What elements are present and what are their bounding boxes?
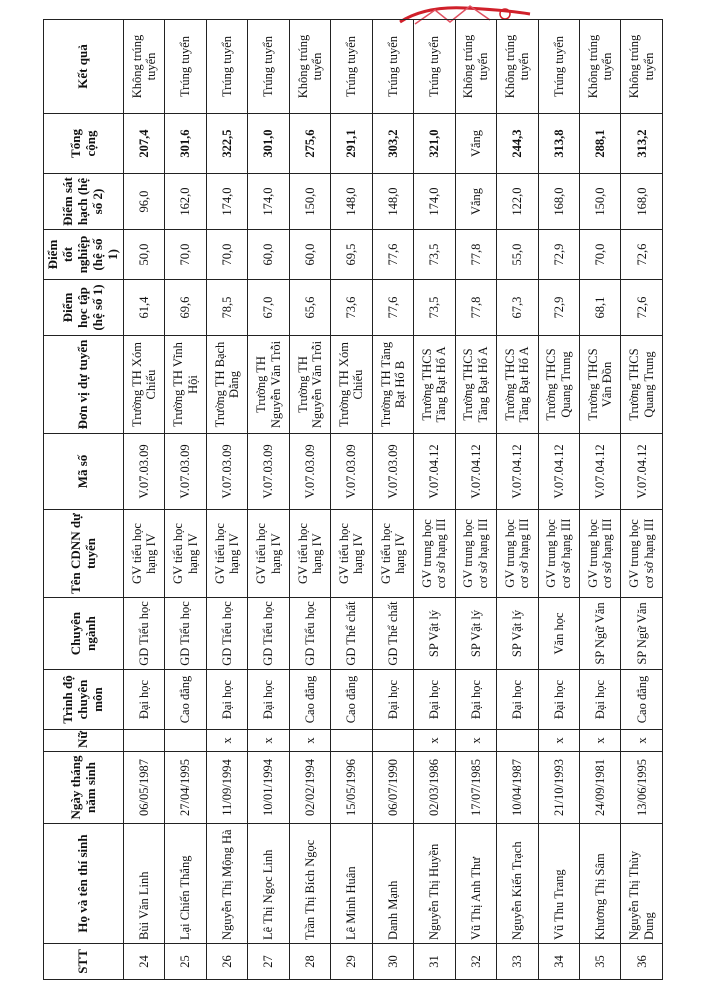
cell-grad: 70,0 (579, 230, 620, 280)
cell-unit: Trường TH Bạch Đằng (206, 336, 247, 434)
cell-study: 72,6 (621, 280, 663, 336)
cell-unit: Trường THCS Tăng Bạt Hổ A (497, 336, 538, 434)
cell-study: 61,4 (124, 280, 165, 336)
cell-code: V.07.03.09 (289, 434, 330, 510)
cell-total: Vắng (455, 114, 496, 174)
cell-exam: 150,0 (289, 174, 330, 230)
cell-study: 68,1 (579, 280, 620, 336)
header-major: Chuyên ngành (44, 598, 124, 670)
cell-total: 301,6 (165, 114, 206, 174)
cell-exam: 174,0 (206, 174, 247, 230)
cell-grad: 72,6 (621, 230, 663, 280)
cell-female: x (621, 730, 663, 752)
header-total: Tổng cộng (44, 114, 124, 174)
cell-position: GV tiểu học hạng IV (372, 510, 413, 598)
cell-name: Nguyễn Kiến Trạch (497, 824, 538, 944)
cell-position: GV tiểu học hạng IV (248, 510, 289, 598)
cell-grad: 50,0 (124, 230, 165, 280)
header-name: Họ và tên thí sinh (44, 824, 124, 944)
cell-result: Không trúng tuyển (124, 20, 165, 114)
cell-code: V.07.03.09 (331, 434, 372, 510)
cell-study: 73,6 (331, 280, 372, 336)
cell-major: SP Vật lý (414, 598, 455, 670)
cell-grad: 55,0 (497, 230, 538, 280)
cell-grad: 77,6 (372, 230, 413, 280)
cell-level: Đại học (372, 670, 413, 730)
cell-exam: 148,0 (331, 174, 372, 230)
cell-female: x (206, 730, 247, 752)
header-position: Tên CDNN dự tuyển (44, 510, 124, 598)
header-level: Trình độ chuyên môn (44, 670, 124, 730)
cell-total: 291,1 (331, 114, 372, 174)
cell-exam: 96,0 (124, 174, 165, 230)
table-row (331, 20, 372, 980)
cell-exam: 148,0 (372, 174, 413, 230)
cell-level: Đại học (455, 670, 496, 730)
cell-female (165, 730, 206, 752)
cell-level: Đại học (497, 670, 538, 730)
cell-female (372, 730, 413, 752)
cell-result: Không trúng tuyển (621, 20, 663, 114)
cell-name: Lê Thị Ngọc Linh (248, 824, 289, 944)
cell-study: 72,9 (538, 280, 579, 336)
cell-stt: 32 (455, 944, 496, 980)
cell-unit: Trường THCS Quang Trung (621, 336, 663, 434)
cell-major: SP Ngữ Văn (579, 598, 620, 670)
cell-female: x (289, 730, 330, 752)
cell-exam: 168,0 (538, 174, 579, 230)
cell-unit: Trường TH Nguyễn Văn Trỗi (289, 336, 330, 434)
cell-code: V.07.04.12 (538, 434, 579, 510)
cell-total: 288,1 (579, 114, 620, 174)
cell-exam: 122,0 (497, 174, 538, 230)
cell-level: Đại học (248, 670, 289, 730)
cell-total: 244,3 (497, 114, 538, 174)
cell-position: GV trung học cơ sở hạng III (455, 510, 496, 598)
cell-grad: 70,0 (206, 230, 247, 280)
cell-major: GD Tiểu học (206, 598, 247, 670)
table-row (538, 20, 579, 980)
cell-stt: 36 (621, 944, 663, 980)
cell-name: Vũ Thị Anh Thư (455, 824, 496, 944)
cell-stt: 31 (414, 944, 455, 980)
cell-stt: 27 (248, 944, 289, 980)
cell-grad: 73,5 (414, 230, 455, 280)
header-study-score: Điểm học tập (hệ số 1) (44, 280, 124, 336)
cell-major: Văn học (538, 598, 579, 670)
cell-exam: 174,0 (414, 174, 455, 230)
cell-position: GV trung học cơ sở hạng III (579, 510, 620, 598)
cell-code: V.07.04.12 (621, 434, 663, 510)
cell-dob: 17/07/1985 (455, 752, 496, 824)
table-row (165, 20, 206, 980)
cell-position: GV tiểu học hạng IV (331, 510, 372, 598)
cell-unit: Trường TH Vĩnh Hội (165, 336, 206, 434)
cell-stt: 35 (579, 944, 620, 980)
table-header-row (44, 20, 124, 980)
cell-position: GV trung học cơ sở hạng III (497, 510, 538, 598)
cell-name: Vũ Thu Trang (538, 824, 579, 944)
cell-major: GD Thể chất (331, 598, 372, 670)
cell-result: Không trúng tuyển (289, 20, 330, 114)
cell-total: 313,8 (538, 114, 579, 174)
cell-exam: 162,0 (165, 174, 206, 230)
rotated-table-wrapper (43, 20, 663, 980)
cell-grad: 69,5 (331, 230, 372, 280)
cell-level: Đại học (414, 670, 455, 730)
cell-dob: 21/10/1993 (538, 752, 579, 824)
cell-stt: 30 (372, 944, 413, 980)
cell-total: 275,6 (289, 114, 330, 174)
cell-dob: 02/03/1986 (414, 752, 455, 824)
cell-position: GV tiểu học hạng IV (289, 510, 330, 598)
cell-level: Đại học (579, 670, 620, 730)
cell-study: 67,0 (248, 280, 289, 336)
cell-name: Nguyễn Thị Huyền (414, 824, 455, 944)
cell-stt: 24 (124, 944, 165, 980)
cell-name: Danh Mạnh (372, 824, 413, 944)
cell-female: x (579, 730, 620, 752)
table-row (289, 20, 330, 980)
cell-dob: 10/04/1987 (497, 752, 538, 824)
cell-dob: 13/06/1995 (621, 752, 663, 824)
cell-position: GV trung học cơ sở hạng III (621, 510, 663, 598)
cell-unit: Trường TH Nguyễn Văn Trỗi (248, 336, 289, 434)
cell-code: V.07.03.09 (124, 434, 165, 510)
table-row (414, 20, 455, 980)
cell-grad: 77,8 (455, 230, 496, 280)
cell-unit: Trường TH Tăng Bạt Hổ B (372, 336, 413, 434)
cell-female: x (414, 730, 455, 752)
cell-major: GD Tiểu học (289, 598, 330, 670)
cell-female: x (538, 730, 579, 752)
header-exam-score: Điểm sát hạch (hệ số 2) (44, 174, 124, 230)
cell-code: V.07.04.12 (497, 434, 538, 510)
cell-dob: 06/05/1987 (124, 752, 165, 824)
cell-dob: 10/01/1994 (248, 752, 289, 824)
cell-female (331, 730, 372, 752)
cell-study: 73,5 (414, 280, 455, 336)
table-row (372, 20, 413, 980)
cell-result: Trúng tuyển (372, 20, 413, 114)
cell-name: Nguyễn Thị Mộng Hà (206, 824, 247, 944)
cell-position: GV tiểu học hạng IV (165, 510, 206, 598)
header-result: Kết quả (44, 20, 124, 114)
cell-exam: 174,0 (248, 174, 289, 230)
cell-unit: Trường THCS Quang Trung (538, 336, 579, 434)
cell-stt: 26 (206, 944, 247, 980)
header-female: Nữ (44, 730, 124, 752)
cell-total: 321,0 (414, 114, 455, 174)
cell-result: Trúng tuyển (414, 20, 455, 114)
cell-code: V.07.03.09 (372, 434, 413, 510)
cell-level: Cao đẳng (289, 670, 330, 730)
cell-exam: 168,0 (621, 174, 663, 230)
table-row (206, 20, 247, 980)
cell-level: Đại học (538, 670, 579, 730)
cell-study: 67,3 (497, 280, 538, 336)
cell-position: GV tiểu học hạng IV (206, 510, 247, 598)
cell-stt: 34 (538, 944, 579, 980)
cell-name: Bùi Văn Linh (124, 824, 165, 944)
table-body (124, 20, 663, 980)
cell-dob: 15/05/1996 (331, 752, 372, 824)
cell-code: V.07.03.09 (165, 434, 206, 510)
cell-code: V.07.03.09 (248, 434, 289, 510)
cell-result: Trúng tuyển (165, 20, 206, 114)
cell-major: SP Ngữ Văn (621, 598, 663, 670)
cell-grad: 72,9 (538, 230, 579, 280)
cell-position: GV trung học cơ sở hạng III (538, 510, 579, 598)
cell-dob: 27/04/1995 (165, 752, 206, 824)
cell-grad: 70,0 (165, 230, 206, 280)
cell-study: 69,6 (165, 280, 206, 336)
cell-position: GV trung học cơ sở hạng III (414, 510, 455, 598)
cell-major: GD Thể chất (372, 598, 413, 670)
cell-code: V.07.04.12 (579, 434, 620, 510)
cell-stt: 28 (289, 944, 330, 980)
cell-result: Không trúng tuyển (579, 20, 620, 114)
cell-result: Trúng tuyển (248, 20, 289, 114)
cell-major: GD Tiểu học (248, 598, 289, 670)
cell-exam: 150,0 (579, 174, 620, 230)
cell-female: x (248, 730, 289, 752)
table-row (455, 20, 496, 980)
cell-study: 77,6 (372, 280, 413, 336)
table-row (124, 20, 165, 980)
table-row (621, 20, 663, 980)
cell-result: Trúng tuyển (331, 20, 372, 114)
cell-code: V.07.04.12 (414, 434, 455, 510)
cell-result: Trúng tuyển (206, 20, 247, 114)
cell-total: 207,4 (124, 114, 165, 174)
cell-unit: Trường TH Xóm Chiếu (331, 336, 372, 434)
cell-major: SP Vật lý (455, 598, 496, 670)
cell-dob: 24/09/1981 (579, 752, 620, 824)
cell-level: Cao đẳng (165, 670, 206, 730)
cell-total: 322,5 (206, 114, 247, 174)
cell-exam: Vắng (455, 174, 496, 230)
cell-name: Khương Thị Sâm (579, 824, 620, 944)
cell-stt: 25 (165, 944, 206, 980)
cell-dob: 06/07/1990 (372, 752, 413, 824)
cell-name: Nguyễn Thị Thùy Dung (621, 824, 663, 944)
header-dob: Ngày tháng năm sinh (44, 752, 124, 824)
cell-study: 65,6 (289, 280, 330, 336)
cell-level: Đại học (206, 670, 247, 730)
cell-level: Đại học (124, 670, 165, 730)
cell-grad: 60,0 (248, 230, 289, 280)
table-row (579, 20, 620, 980)
cell-name: Lê Minh Huân (331, 824, 372, 944)
cell-study: 77,8 (455, 280, 496, 336)
cell-stt: 33 (497, 944, 538, 980)
cell-dob: 02/02/1994 (289, 752, 330, 824)
cell-total: 301,0 (248, 114, 289, 174)
cell-result: Không trúng tuyển (455, 20, 496, 114)
cell-major: GD Tiểu học (165, 598, 206, 670)
cell-level: Cao đẳng (331, 670, 372, 730)
cell-result: Trúng tuyển (538, 20, 579, 114)
header-stt: STT (44, 944, 124, 980)
table-row (248, 20, 289, 980)
header-unit: Đơn vị dự tuyển (44, 336, 124, 434)
cell-unit: Trường THCS Tăng Bạt Hổ A (414, 336, 455, 434)
cell-study: 78,5 (206, 280, 247, 336)
cell-result: Không trúng tuyển (497, 20, 538, 114)
cell-female (497, 730, 538, 752)
cell-female (124, 730, 165, 752)
cell-code: V.07.04.12 (455, 434, 496, 510)
header-code: Mã số (44, 434, 124, 510)
header-grad-score: Điểm tốt nghiệp (hệ số 1) (44, 230, 124, 280)
cell-position: GV tiểu học hạng IV (124, 510, 165, 598)
cell-unit: Trường THCS Vân Đồn (579, 336, 620, 434)
cell-name: Trần Thị Bích Ngọc (289, 824, 330, 944)
candidate-results-table (43, 19, 663, 980)
cell-grad: 60,0 (289, 230, 330, 280)
cell-dob: 11/09/1994 (206, 752, 247, 824)
cell-unit: Trường TH Xóm Chiếu (124, 336, 165, 434)
cell-level: Cao đẳng (621, 670, 663, 730)
cell-name: Lại Chiến Thắng (165, 824, 206, 944)
cell-total: 303,2 (372, 114, 413, 174)
cell-major: GD Tiểu học (124, 598, 165, 670)
cell-unit: Trường THCS Tăng Bạt Hổ A (455, 336, 496, 434)
table-row (497, 20, 538, 980)
cell-stt: 29 (331, 944, 372, 980)
cell-code: V.07.03.09 (206, 434, 247, 510)
cell-female: x (455, 730, 496, 752)
cell-major: SP Vật lý (497, 598, 538, 670)
cell-total: 313,2 (621, 114, 663, 174)
